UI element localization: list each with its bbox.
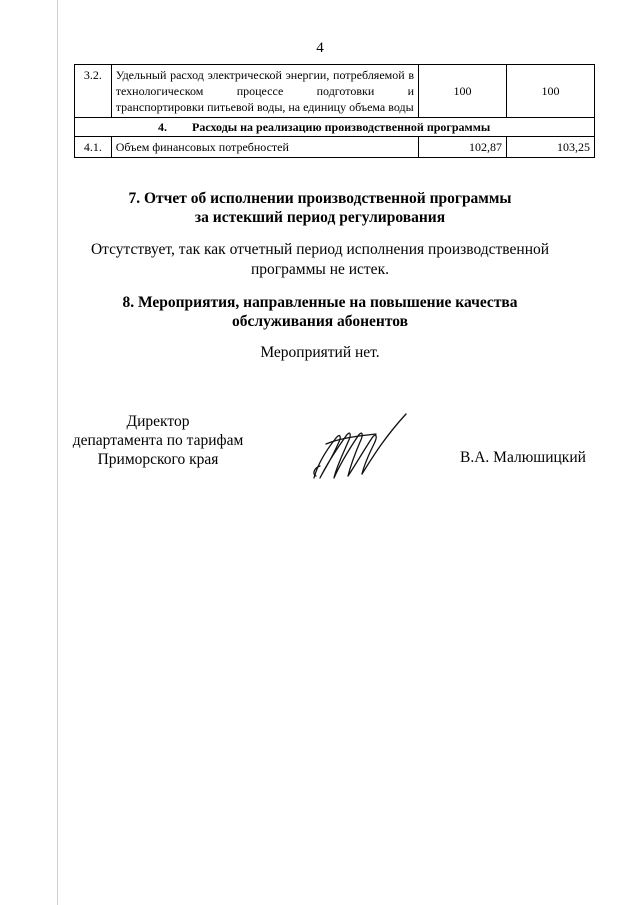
heading-line: 7. Отчет об исполнении производственной программы bbox=[128, 190, 512, 207]
section-title: Расходы на реализацию производственной программы bbox=[192, 120, 491, 134]
program-table bbox=[74, 64, 595, 158]
heading-line: обслуживания абонентов bbox=[232, 313, 408, 330]
table-row-4-1 bbox=[75, 137, 595, 158]
row-value-2: 103,25 bbox=[507, 137, 595, 158]
row-number: 3.2. bbox=[75, 65, 112, 118]
row-description: Удельный расход электрической энергии, потребляемой в технологическом процессе подготовки и транспортировки питьевой воды, на единицу объема воды bbox=[111, 65, 418, 118]
text-line: Отсутствует, так как отчетный период исполнения производственной bbox=[90, 241, 550, 258]
text-line: программы не истек. bbox=[251, 261, 389, 278]
handwritten-signature bbox=[306, 408, 416, 488]
section-8-heading bbox=[0, 293, 640, 331]
section-number: 4. bbox=[158, 120, 167, 134]
page-number: 4 bbox=[316, 40, 324, 56]
signatory-name: В.А. Малюшицкий bbox=[460, 449, 586, 466]
position-line: департамента по тарифам bbox=[72, 432, 244, 449]
row-value-2: 100 bbox=[507, 65, 595, 118]
row-number: 4.1. bbox=[75, 137, 112, 158]
row-description: Объем финансовых потребностей bbox=[111, 137, 418, 158]
row-value-1: 102,87 bbox=[419, 137, 507, 158]
section-8-text: Мероприятий нет. bbox=[260, 344, 380, 361]
signatory-position bbox=[58, 412, 258, 469]
row-value-1: 100 bbox=[419, 65, 507, 118]
section-7-heading bbox=[0, 189, 640, 227]
table-row-3-2 bbox=[75, 65, 595, 118]
heading-line: за истекший период регулирования bbox=[194, 209, 446, 226]
position-line: Директор bbox=[126, 413, 190, 430]
table-section-row-4 bbox=[75, 118, 595, 137]
section-header bbox=[75, 118, 595, 137]
position-line: Приморского края bbox=[97, 451, 219, 468]
heading-line: 8. Мероприятия, направленные на повышение качества bbox=[122, 294, 518, 311]
section-7-text bbox=[0, 240, 640, 280]
